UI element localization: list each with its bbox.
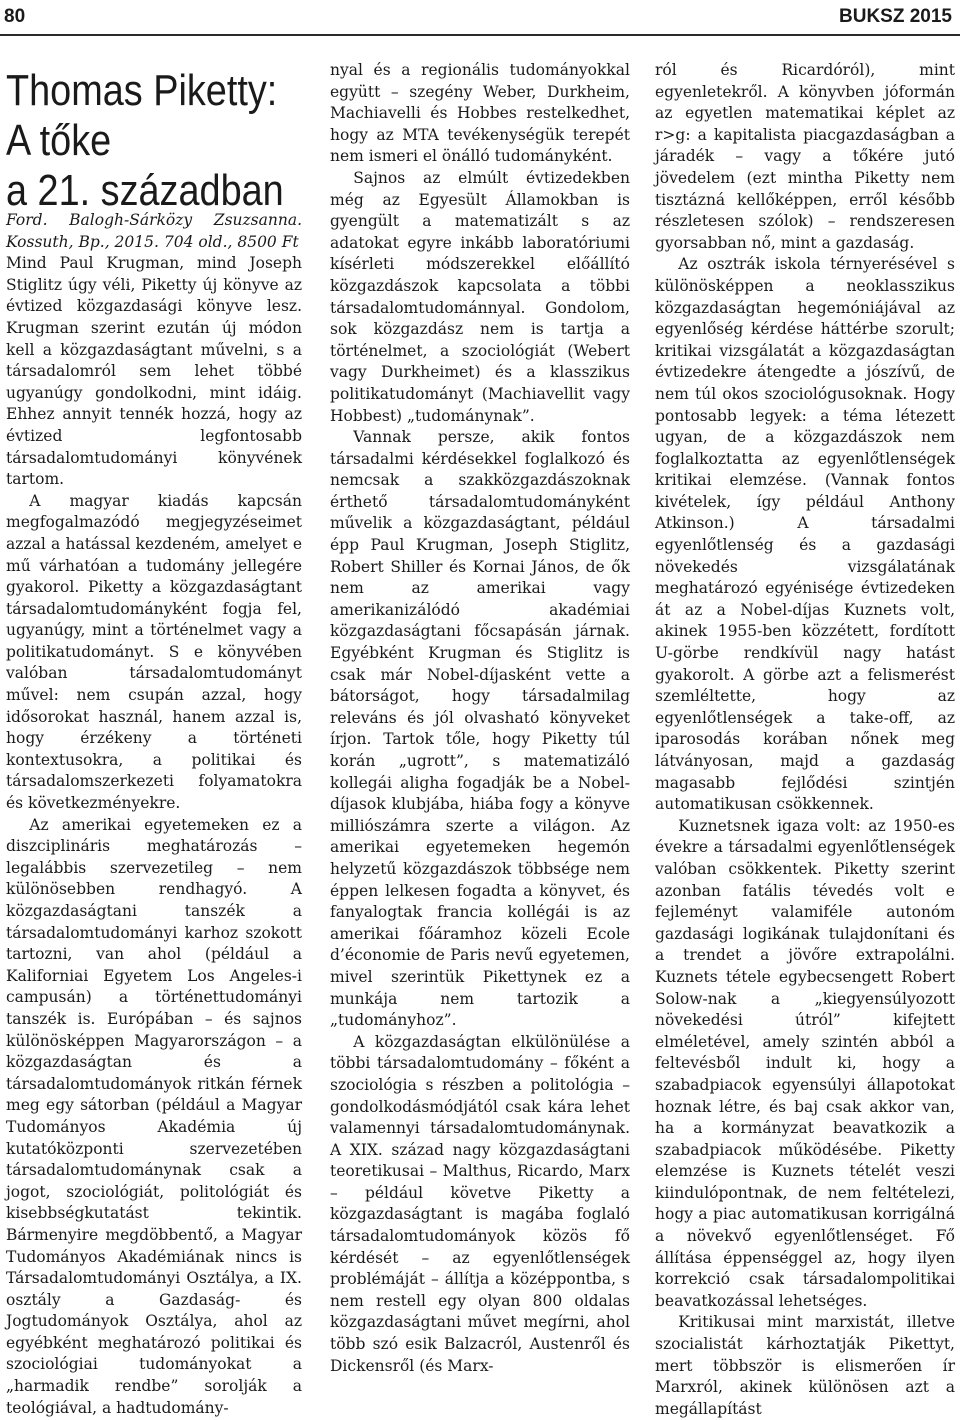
paragraph: Mind Paul Krugman, mind Joseph Stiglitz úgy véli, Piketty új könyve az évtized közgazdasági könyve lesz. Krugman szerint ezután új módon kell a közgazdaságtant művelni, s a társadalomról sem lehet többé ugyanúgy gondolkodni, mint idáig. Ehhez annyit tennék hozzá, hogy az évtized legfontosabb társadalomtudományi könyvének tartom.: [6, 254, 302, 489]
paragraph: nyal és a regionális tudományokkal együtt – szegény Weber, Durkheim, Machiavelli és Hobbes restelkedhet, hogy az MTA tevékenységük terepét nem ismeri el önálló tudományként.: [330, 61, 630, 166]
paragraph: Az osztrák iskola térnyerésével s különösképpen a neoklasszikus közgazdaságtan hegemóniájával az egyenlőség kérdése háttérbe szorult; kritikai vizsgálatát a közgazdaságtan évtizedekre átengedte a jószívű, de nem túl okos szociológusoknak. Hogy pontosabb legyek: a téma létezett ugyan, de a közgazdászok nem foglalkoztatta az egyenlőtlenségek kritikai elemzése. (Vannak fontos kivételek, így például Anthony Atkinson.) A társadalmi egyenlőtlenség és a gazdasági növekedés vizsgálatának meghatározó egyénisége évtizedeken át az a Nobel-díjas Kuznets volt, akinek 1955-ben közzétett, fordított U-görbe rendkívül nagy hatást gyakorolt. A görbe azt a felismerést szemléltette, hogy az egyenlőtlenségek a take-off, az iparosodás korában nőnek meg látványosan, majd a gazdaság magasabb fejlődési szintjén automatikusan csökkennek.: [655, 255, 955, 814]
title-line-1: Thomas Piketty:: [6, 66, 278, 115]
column-3: [655, 60, 955, 1420]
title-line-3: a 21. században: [6, 166, 284, 215]
paragraph: Sajnos az elmúlt évtizedekben még az Egyesült Államokban is gyengült a matematizált s az adatokat egyre inkább laboratóriumi kísérleti módszerekkel előállító közgazdászok kapcsolata a többi társadalomtudománnyal. Gondolom, sok közgazdász nem is tartja a történelmet, a szociológiát (Webert vagy Durkheimet) és a klasszikus politikatudományt (Machiavellit vagy Hobbest) „tudománynak”.: [330, 168, 630, 425]
paragraph: A közgazdaságtan elkülönülése a többi társadalomtudomány – főként a szociológia s részben a politológia – gondolkodásmódjától csak kára lehet valamennyi társadalomtudománynak. A XIX. század nagy közgazdaságtani teoretikusai – Malthus, Ricardo, Marx – például követve Piketty a közgazdaságtant is magába foglaló társadalomtudományok közös fő kérdését – az egyenlőtlenségek problémáját – állítja a középpontba, s nem restell egy olyan 800 oldalas közgazdaságtani művet megírni, ahol több szó esik Balzacról, Austenről és Dickensről (és Marx-: [330, 1032, 630, 1375]
column-2: [330, 60, 630, 1377]
paragraph: A magyar kiadás kapcsán megfogalmazódó megjegyzéseimet azzal a hatással kezdeném, amelyet e mű várhatóan a tudomány jellegére gyakorol. Piketty a közgazdaságtant társadalomtudományként fogja fel, ugyanúgy, mint a történelmet vagy a politikatudományt. S e könyvében valóban társadalomtudományt művel: nem csupán azzal, hogy idősorokat használ, hanem azzal is, hogy érzékeny a történeti kontextusokra, a politikai és társadalomszerkezeti folyamatokra és következményekre.: [6, 491, 302, 813]
article-title: [6, 66, 284, 216]
page-number: 80: [4, 6, 26, 27]
page-header: [0, 0, 960, 36]
column-1: [6, 210, 302, 1419]
paragraph: Kritikusai mint marxistát, illetve szocialistát kárhoztatják Pikettyt, mert többször is elismerően ír Marxról, akinek különösen azt a megállapítást: [655, 1313, 955, 1418]
journal-name: BUKSZ 2015: [839, 6, 952, 27]
paragraph: ról és Ricardóról), mint egyenletekről. A könyvben jóformán az egyetlen matematikai képlet az r>g: a kapitalista piacgazdaságban a járadék – vagy a tőkére jutó jövedelem (ezt mintha Piketty nem tisztázná kellőképpen, erről később részletesen szólok) – rendszeresen gyorsabban nő, mint a gazdaság.: [655, 61, 955, 252]
paragraph: Vannak persze, akik fontos társadalmi kérdésekkel foglalkozó és nemcsak a szakközgazdászoknak érthető társadalomtudományként művelik a közgazdaságtant, például épp Paul Krugman, Joseph Stiglitz, Robert Shiller és Kornai János, de ők nem az amerikai vagy amerikanizálódó akadémiai közgazdaságtani főcsapásán járnak. Egyébként Krugman és Stiglitz is csak már Nobel-díjasként vette a bátorságot, hogy társadalmilag releváns és jól olvasható könyveket írjon. Tartok tőle, hogy Piketty túl korán „ugrott”, s matematizáló kollegái aligha fogadják be a Nobel-díjasok klubjába, hiába fogy a könyve milliószámra szerte a világon. Az amerikai egyetemeken hegemón helyzetű közgazdászok többsége nem éppen lelkesen fogadta a könyvet, és fanyalogtak francia kollégái is az amerikai főáramhoz közeli Ecole d’économie de Paris nevű egyetemen, mivel szerintük Pikettynek ez a munkája nem tartozik a „tudományhoz”.: [330, 428, 630, 1030]
bibliographic-info: Ford. Balogh-Sárközy Zsuzsanna. Kossuth, Bp., 2015. 704 old., 8500 Ft: [6, 211, 302, 251]
paragraph: Kuznetsnek igaza volt: az 1950-es évekre a társadalmi egyenlőtlenségek valóban csökkentek. Piketty szerint azonban fatális tévedés volt e fejleményt valamiféle autonóm gazdasági logikának tulajdonítani és a trendet a jövőre extrapolálni. Kuznets tétele egybecsengett Robert Solow-nak a „kiegyensúlyozott növekedési útról” kifejtett elméletével, amely szintén abból a feltevésből indult ki, hogy a szabadpiacok egyensúlyi állapotokat hoznak létre, és baj csak akkor van, ha a kormányzat beavatkozik a szabadpiacok működésébe. Piketty elemzése is Kuznets tételét veszi kiindulópontnak, de nem feltételezi, hogy a piac automatikusan korrigálná a növekvő egyenlőtlenséget. Fő állítása éppenséggel az, hogy ilyen korrekció csak társadalompolitikai beavatkozással lehetséges.: [655, 816, 955, 1310]
paragraph: Az amerikai egyetemeken ez a diszciplináris meghatározás – legalábbis szervezetileg – nem különösebben rendhagyó. A közgazdaságtani tanszék a társadalomtudományi karhoz szokott tartozni, van ahol (például a Kaliforniai Egyetem Los Angeles-i campusán) a történettudományi tanszék is. Európában – és sajnos különösképpen Magyarországon – a közgazdaságtan és a társadalomtudományok ritkán férnek meg egy sátorban (például a Magyar Tudományos Akadémia új kutatóközponti szervezetében társadalomtudománynak csak a jogot, szociológiát, politológiát és kisebbségkutatást tekintik. Bármenyire megdöbbentő, a Magyar Tudományos Akadémiának nincs is Társadalomtudományi Osztálya, a IX. osztály a Gazdaság- és Jogtudományok Osztálya, ahol az egyébként meghatározó politikai és szociológiai tudományokat a „harmadik rendbe” sorolják a teológiával, a hadtudomány-: [6, 815, 302, 1417]
title-line-2: A tőke: [6, 116, 112, 165]
